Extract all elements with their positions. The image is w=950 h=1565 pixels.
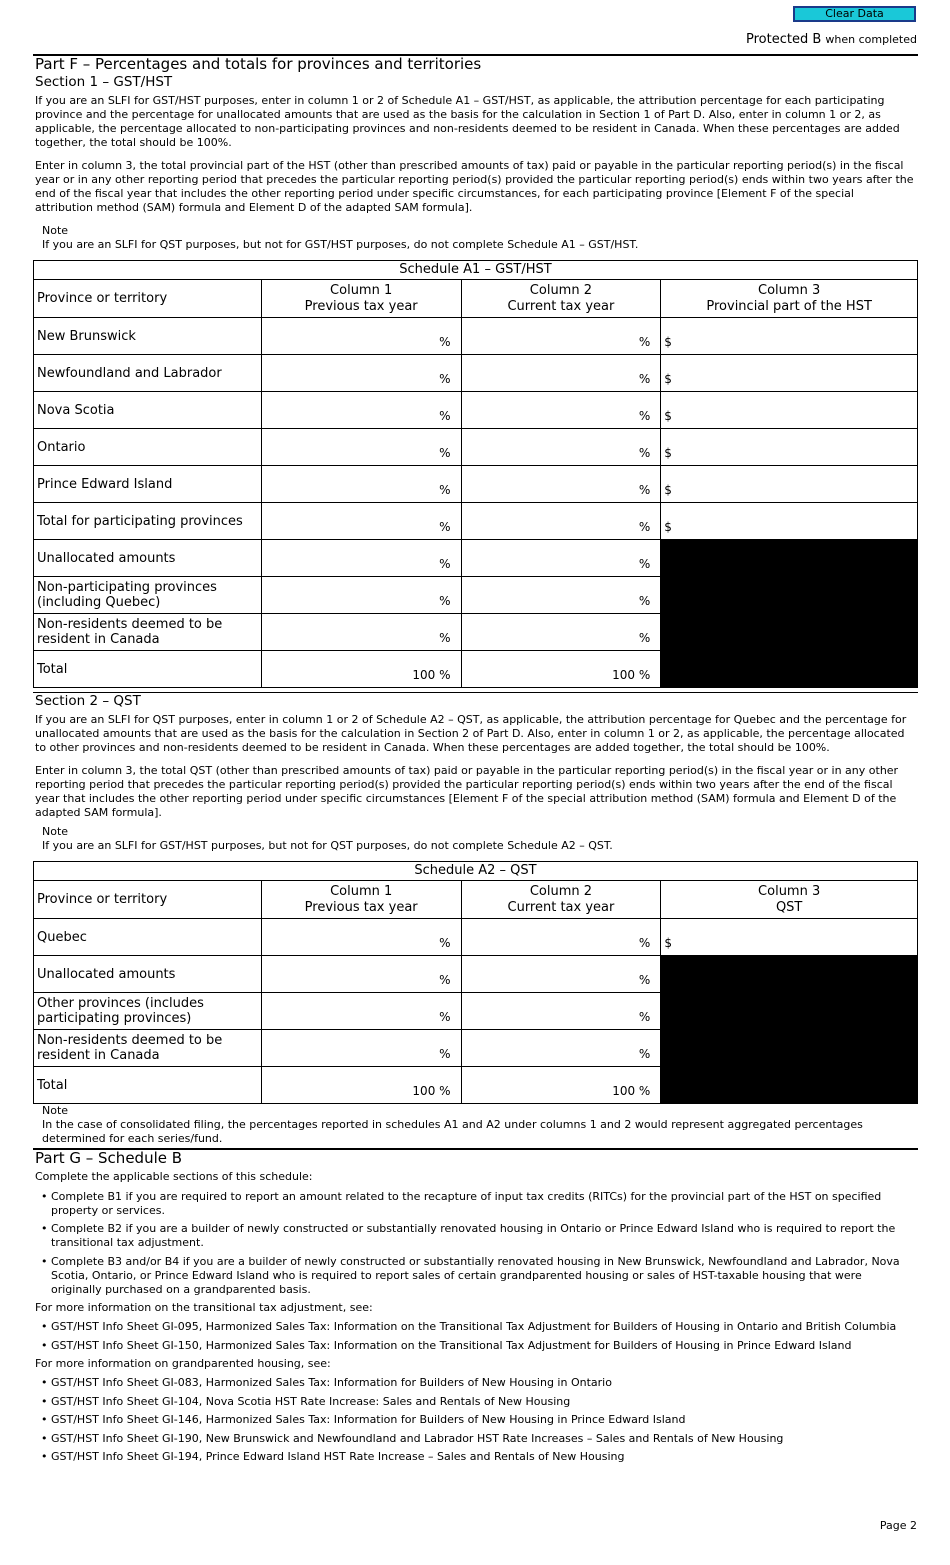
transitional-intro: For more information on the transitional tax adjustment, see: <box>35 1301 373 1314</box>
table-row <box>34 651 918 688</box>
column-1-input[interactable]: % <box>261 956 461 993</box>
column-2-input[interactable]: % <box>461 919 661 956</box>
column-1-header: Column 1 Previous tax year <box>261 280 461 318</box>
part-f-title: Part F – Percentages and totals for provinces and territories <box>35 55 482 73</box>
table-row <box>34 919 918 956</box>
column-2-input[interactable]: % <box>461 540 661 577</box>
column-3-header: Column 3 QST <box>661 881 918 919</box>
table-row <box>34 355 918 392</box>
row-label: Non-residents deemed to be resident in Canada <box>34 1030 262 1067</box>
table-row <box>34 1030 918 1067</box>
blocked-cell <box>661 540 918 577</box>
column-1-input[interactable]: % <box>261 993 461 1030</box>
column-1-input[interactable]: % <box>261 614 461 651</box>
table-row <box>34 503 918 540</box>
list-item: • Complete B2 if you are a builder of newly constructed or substantially renovated housing in Ontario or Prince Edward Island who is required to report the transitional tax adjustment. <box>41 1222 901 1250</box>
row-label: Total <box>34 1067 262 1104</box>
column-3-input[interactable]: $ <box>661 919 918 956</box>
province-header: Province or territory <box>34 881 262 919</box>
column-3-input[interactable]: $ <box>661 429 918 466</box>
column-1-input[interactable]: % <box>261 540 461 577</box>
note-text: If you are an SLFI for QST purposes, but not for GST/HST purposes, do not complete Schedule A1 – GST/HST. <box>42 238 639 251</box>
row-label: Non-residents deemed to be resident in Canada <box>34 614 262 651</box>
column-3-header: Column 3 Provincial part of the HST <box>661 280 918 318</box>
list-item: • GST/HST Info Sheet GI-083, Harmonized Sales Tax: Information for Builders of New Housing in Ontario <box>41 1376 901 1390</box>
part-g-title: Part G – Schedule B <box>35 1149 183 1167</box>
column-1-header: Column 1 Previous tax year <box>261 881 461 919</box>
row-label: Non-participating provinces (including Quebec) <box>34 577 262 614</box>
schedule-a1-caption: Schedule A1 – GST/HST <box>34 261 918 280</box>
column-1-input[interactable]: % <box>261 429 461 466</box>
protected-label <box>746 32 917 47</box>
column-2-input[interactable]: % <box>461 577 661 614</box>
column-2-input[interactable]: % <box>461 355 661 392</box>
column-2-input[interactable]: % <box>461 1030 661 1067</box>
table-row <box>34 614 918 651</box>
blocked-cell <box>661 956 918 993</box>
blocked-cell <box>661 1067 918 1104</box>
section-2-para-1: If you are an SLFI for QST purposes, enter in column 1 or 2 of Schedule A2 – QST, as applicable, the attribution percentage for Quebec and the percentage for unallocated amounts that are used as the basis for the calculation in Section 2 of Part D. Also, enter in column 1 or 2, as applicable, the percentage allocated to other provinces and non-residents deemed to be resident in Canada. When these percentages are added together, the total should be 100%. <box>35 713 907 754</box>
grandparented-intro: For more information on grandparented housing, see: <box>35 1357 331 1370</box>
table-row <box>34 429 918 466</box>
note-label: Note <box>42 825 69 838</box>
column-2-total: 100 % <box>461 1067 661 1104</box>
column-2-input[interactable]: % <box>461 993 661 1030</box>
row-label: Total <box>34 651 262 688</box>
row-label: Unallocated amounts <box>34 540 262 577</box>
table-row <box>34 993 918 1030</box>
column-1-input[interactable]: % <box>261 355 461 392</box>
list-item: • GST/HST Info Sheet GI-146, Harmonized Sales Tax: Information for Builders of New Housing in Prince Edward Island <box>41 1413 901 1427</box>
table-row <box>34 540 918 577</box>
column-2-input[interactable]: % <box>461 614 661 651</box>
blocked-cell <box>661 614 918 651</box>
row-label: Ontario <box>34 429 262 466</box>
section-1-para-1: If you are an SLFI for GST/HST purposes, enter in column 1 or 2 of Schedule A1 – GST/HST, as applicable, the attribution percentage for each participating province and the percentage for unallocated amounts that are used as the basis for the calculation in Section 1 of Part D. Also, enter in column 1 or 2, as applicable, the percentage allocated to non-participating provinces and non-residents deemed to be resident in Canada. When these percentages are added together, the total should be 100%. <box>35 94 900 149</box>
list-item: • Complete B3 and/or B4 if you are a builder of newly constructed or substantially renovated housing in New Brunswick, Newfoundland and Labrador, Nova Scotia, Ontario, or Prince Edward Island who is required to report sales of certain grandparented housing or sales of HST-taxable housing that were originally purchased on a grandparented basis. <box>41 1255 901 1297</box>
row-label: Unallocated amounts <box>34 956 262 993</box>
row-label: Newfoundland and Labrador <box>34 355 262 392</box>
section-2-title: Section 2 – QST <box>35 693 141 709</box>
column-3-input[interactable]: $ <box>661 392 918 429</box>
row-label: Other provinces (includes participating provinces) <box>34 993 262 1030</box>
column-2-header: Column 2 Current tax year <box>461 881 661 919</box>
list-item: • GST/HST Info Sheet GI-150, Harmonized Sales Tax: Information on the Transitional Tax Adjustment for Builders of Housing in Prince Edward Island <box>41 1339 901 1353</box>
table-row <box>34 318 918 355</box>
table-row <box>34 392 918 429</box>
column-1-input[interactable]: % <box>261 1030 461 1067</box>
list-item: • GST/HST Info Sheet GI-190, New Brunswick and Newfoundland and Labrador HST Rate Increases – Sales and Rentals of New Housing <box>41 1432 901 1446</box>
column-2-total: 100 % <box>461 651 661 688</box>
column-1-input[interactable]: % <box>261 392 461 429</box>
divider <box>33 692 918 693</box>
table-row <box>34 1067 918 1104</box>
column-3-input[interactable]: $ <box>661 466 918 503</box>
column-2-header: Column 2 Current tax year <box>461 280 661 318</box>
note-text: In the case of consolidated filing, the percentages reported in schedules A1 and A2 under columns 1 and 2 would represent aggregated percentages determined for each series/fund. <box>42 1118 863 1145</box>
list-item: • GST/HST Info Sheet GI-104, Nova Scotia HST Rate Increase: Sales and Rentals of New Housing <box>41 1395 901 1409</box>
blocked-cell <box>661 993 918 1030</box>
section-2-para-2: Enter in column 3, the total QST (other than prescribed amounts of tax) paid or payable in the particular reporting period(s) in the fiscal year or in any other reporting period that precedes the particular reporting period(s) provided the particular reporting period(s) ends within two years after the end of the fiscal year that includes the other reporting period under specific circumstances [Element F of the special attribution method (SAM) formula and Element D of the adapted SAM formula]. <box>35 764 899 819</box>
column-1-total: 100 % <box>261 651 461 688</box>
row-label: Quebec <box>34 919 262 956</box>
blocked-cell <box>661 577 918 614</box>
schedule-a2-caption: Schedule A2 – QST <box>34 862 918 881</box>
list-item: • GST/HST Info Sheet GI-095, Harmonized Sales Tax: Information on the Transitional Tax Adjustment for Builders of Housing in Ontario and British Columbia <box>41 1320 901 1334</box>
schedule-a1-table <box>33 260 918 688</box>
section-1-para-2: Enter in column 3, the total provincial part of the HST (other than prescribed amounts of tax) paid or payable in the particular reporting period(s) in the fiscal year or in any other reporting period that precedes the particular reporting period(s) provided the particular reporting period(s) ends within two years after the end of the fiscal year that includes the other reporting period under specific circumstances, for each participating province [Element F of the special attribution method (SAM) formula and Element D of the adapted SAM formula]. <box>35 159 914 214</box>
note-label: Note <box>42 1104 69 1117</box>
list-item: • GST/HST Info Sheet GI-194, Prince Edward Island HST Rate Increase – Sales and Rentals of New Housing <box>41 1450 901 1464</box>
table-row <box>34 956 918 993</box>
column-2-input[interactable]: % <box>461 503 661 540</box>
province-header: Province or territory <box>34 280 262 318</box>
schedule-a2-table <box>33 861 918 1104</box>
column-3-input[interactable]: $ <box>661 318 918 355</box>
list-item: • Complete B1 if you are required to report an amount related to the recapture of input tax credits (RITCs) for the provincial part of the HST on specified property or services. <box>41 1190 901 1218</box>
clear-data-button[interactable]: Clear Data <box>793 6 916 22</box>
row-label: Total for participating provinces <box>34 503 262 540</box>
blocked-cell <box>661 1030 918 1067</box>
column-2-input[interactable]: % <box>461 392 661 429</box>
note-label: Note <box>42 224 69 237</box>
column-1-total: 100 % <box>261 1067 461 1104</box>
protected-suffix: when completed <box>825 33 917 46</box>
note-text: If you are an SLFI for GST/HST purposes, but not for QST purposes, do not complete Schedule A2 – QST. <box>42 839 613 852</box>
row-label: New Brunswick <box>34 318 262 355</box>
table-row <box>34 466 918 503</box>
protected-text: Protected B <box>746 32 822 47</box>
column-1-input[interactable]: % <box>261 577 461 614</box>
column-3-input[interactable]: $ <box>661 503 918 540</box>
column-3-input[interactable]: $ <box>661 355 918 392</box>
column-1-input[interactable]: % <box>261 318 461 355</box>
part-g-intro: Complete the applicable sections of this schedule: <box>35 1170 313 1183</box>
column-1-input[interactable]: % <box>261 466 461 503</box>
blocked-cell <box>661 651 918 688</box>
column-2-input[interactable]: % <box>461 318 661 355</box>
section-1-title: Section 1 – GST/HST <box>35 74 173 90</box>
column-2-input[interactable]: % <box>461 466 661 503</box>
page-number: Page 2 <box>879 1519 917 1532</box>
column-1-input[interactable]: % <box>261 503 461 540</box>
table-row <box>34 577 918 614</box>
column-2-input[interactable]: % <box>461 429 661 466</box>
column-1-input[interactable]: % <box>261 919 461 956</box>
column-2-input[interactable]: % <box>461 956 661 993</box>
row-label: Nova Scotia <box>34 392 262 429</box>
row-label: Prince Edward Island <box>34 466 262 503</box>
